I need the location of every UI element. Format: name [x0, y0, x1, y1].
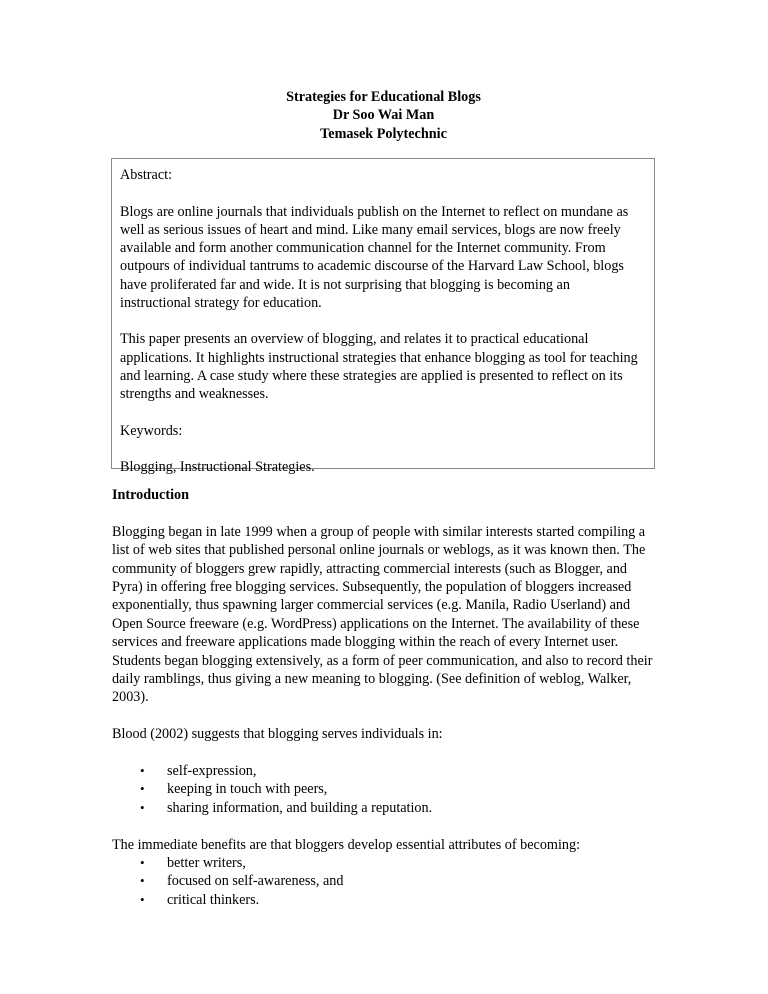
spacer: [120, 184, 644, 202]
list-item: [112, 854, 658, 872]
abstract-paragraph-1: Blogs are online journals that individuals publish on the Internet to reflect on mundane as well as serious issues of heart and mind. Like many email services, blogs are now freely available and form another communication channel for the Internet community. From outpours of individual tantrums to academic discourse of the Harvard Law School, blogs have proliferated far and wide. It is not surprising that blogging is becoming an instructional strategy for education.: [120, 203, 629, 311]
list-item-label: keeping in touch with peers,: [167, 781, 328, 798]
title-block: [112, 88, 655, 143]
bullet-icon: •: [140, 781, 145, 797]
bullet-icon: •: [140, 763, 145, 779]
list-2-intro: The immediate benefits are that bloggers develop essential attributes of becoming:: [112, 836, 581, 853]
list-item: [112, 762, 658, 780]
abstract-label: Abstract:: [120, 167, 173, 183]
spacer: [112, 707, 658, 725]
list-item-label: better writers,: [167, 855, 246, 872]
abstract-content: [112, 159, 654, 476]
spacer: [120, 312, 644, 330]
list-item: [112, 872, 658, 890]
list-item: [112, 891, 658, 909]
spacer: [120, 440, 644, 458]
bullet-icon: •: [140, 873, 145, 889]
affiliation: Temasek Polytechnic: [320, 125, 447, 142]
bullet-icon: •: [140, 891, 145, 907]
spacer: [112, 744, 658, 762]
spacer: [112, 817, 658, 835]
section-heading-introduction: Introduction: [112, 487, 189, 503]
spacer: [120, 403, 644, 421]
abstract-box: [111, 158, 655, 475]
list-item: [112, 780, 658, 798]
spacer: [112, 504, 658, 522]
page-title: Strategies for Educational Blogs: [286, 89, 481, 105]
list-item-label: critical thinkers.: [167, 891, 260, 908]
list-item-label: self-expression,: [167, 763, 257, 780]
list-1-intro: Blood (2002) suggests that blogging serves individuals in:: [112, 726, 443, 743]
body-content: [112, 486, 658, 909]
keywords-label: Keywords:: [120, 422, 183, 439]
list-item: [112, 799, 658, 817]
list-item-label: focused on self-awareness, and: [167, 873, 344, 890]
bullet-list-blogger-attributes: [112, 854, 658, 909]
introduction-paragraph-1: Blogging began in late 1999 when a group of people with similar interests started compiling a list of web sites that published personal online journals or weblogs, as it was known then. The community of bloggers grew rapidly, attracting commercial interests (such as Blogger, and Pyra) in offering free blogging services. Subsequently, the population of bloggers increased exponentially, thus spawning larger commercial services (e.g. Manila, Radio Userland) and Open Source freeware (e.g. WordPress) applications on the Internet. The availability of these services and freeware applications made blogging within the reach of every Internet user. Students began blogging extensively, as a form of peer communication, and also to record their daily ramblings, thus giving a new meaning to blogging. (See definition of weblog, Walker, 2003).: [112, 523, 653, 706]
bullet-list-individual-benefits: [112, 762, 658, 817]
author-name: Dr Soo Wai Man: [332, 107, 435, 124]
bullet-icon: •: [140, 799, 145, 815]
keywords-value: Blogging, Instructional Strategies.: [120, 459, 315, 475]
list-item-label: sharing information, and building a reputation.: [167, 799, 433, 816]
bullet-icon: •: [140, 855, 145, 871]
abstract-paragraph-2: This paper presents an overview of blogging, and relates it to practical educational applications. It highlights instructional strategies that enhance blogging as tool for teaching and learning. A case study where these strategies are applied is presented to reflect on its strengths and weaknesses.: [120, 331, 638, 402]
